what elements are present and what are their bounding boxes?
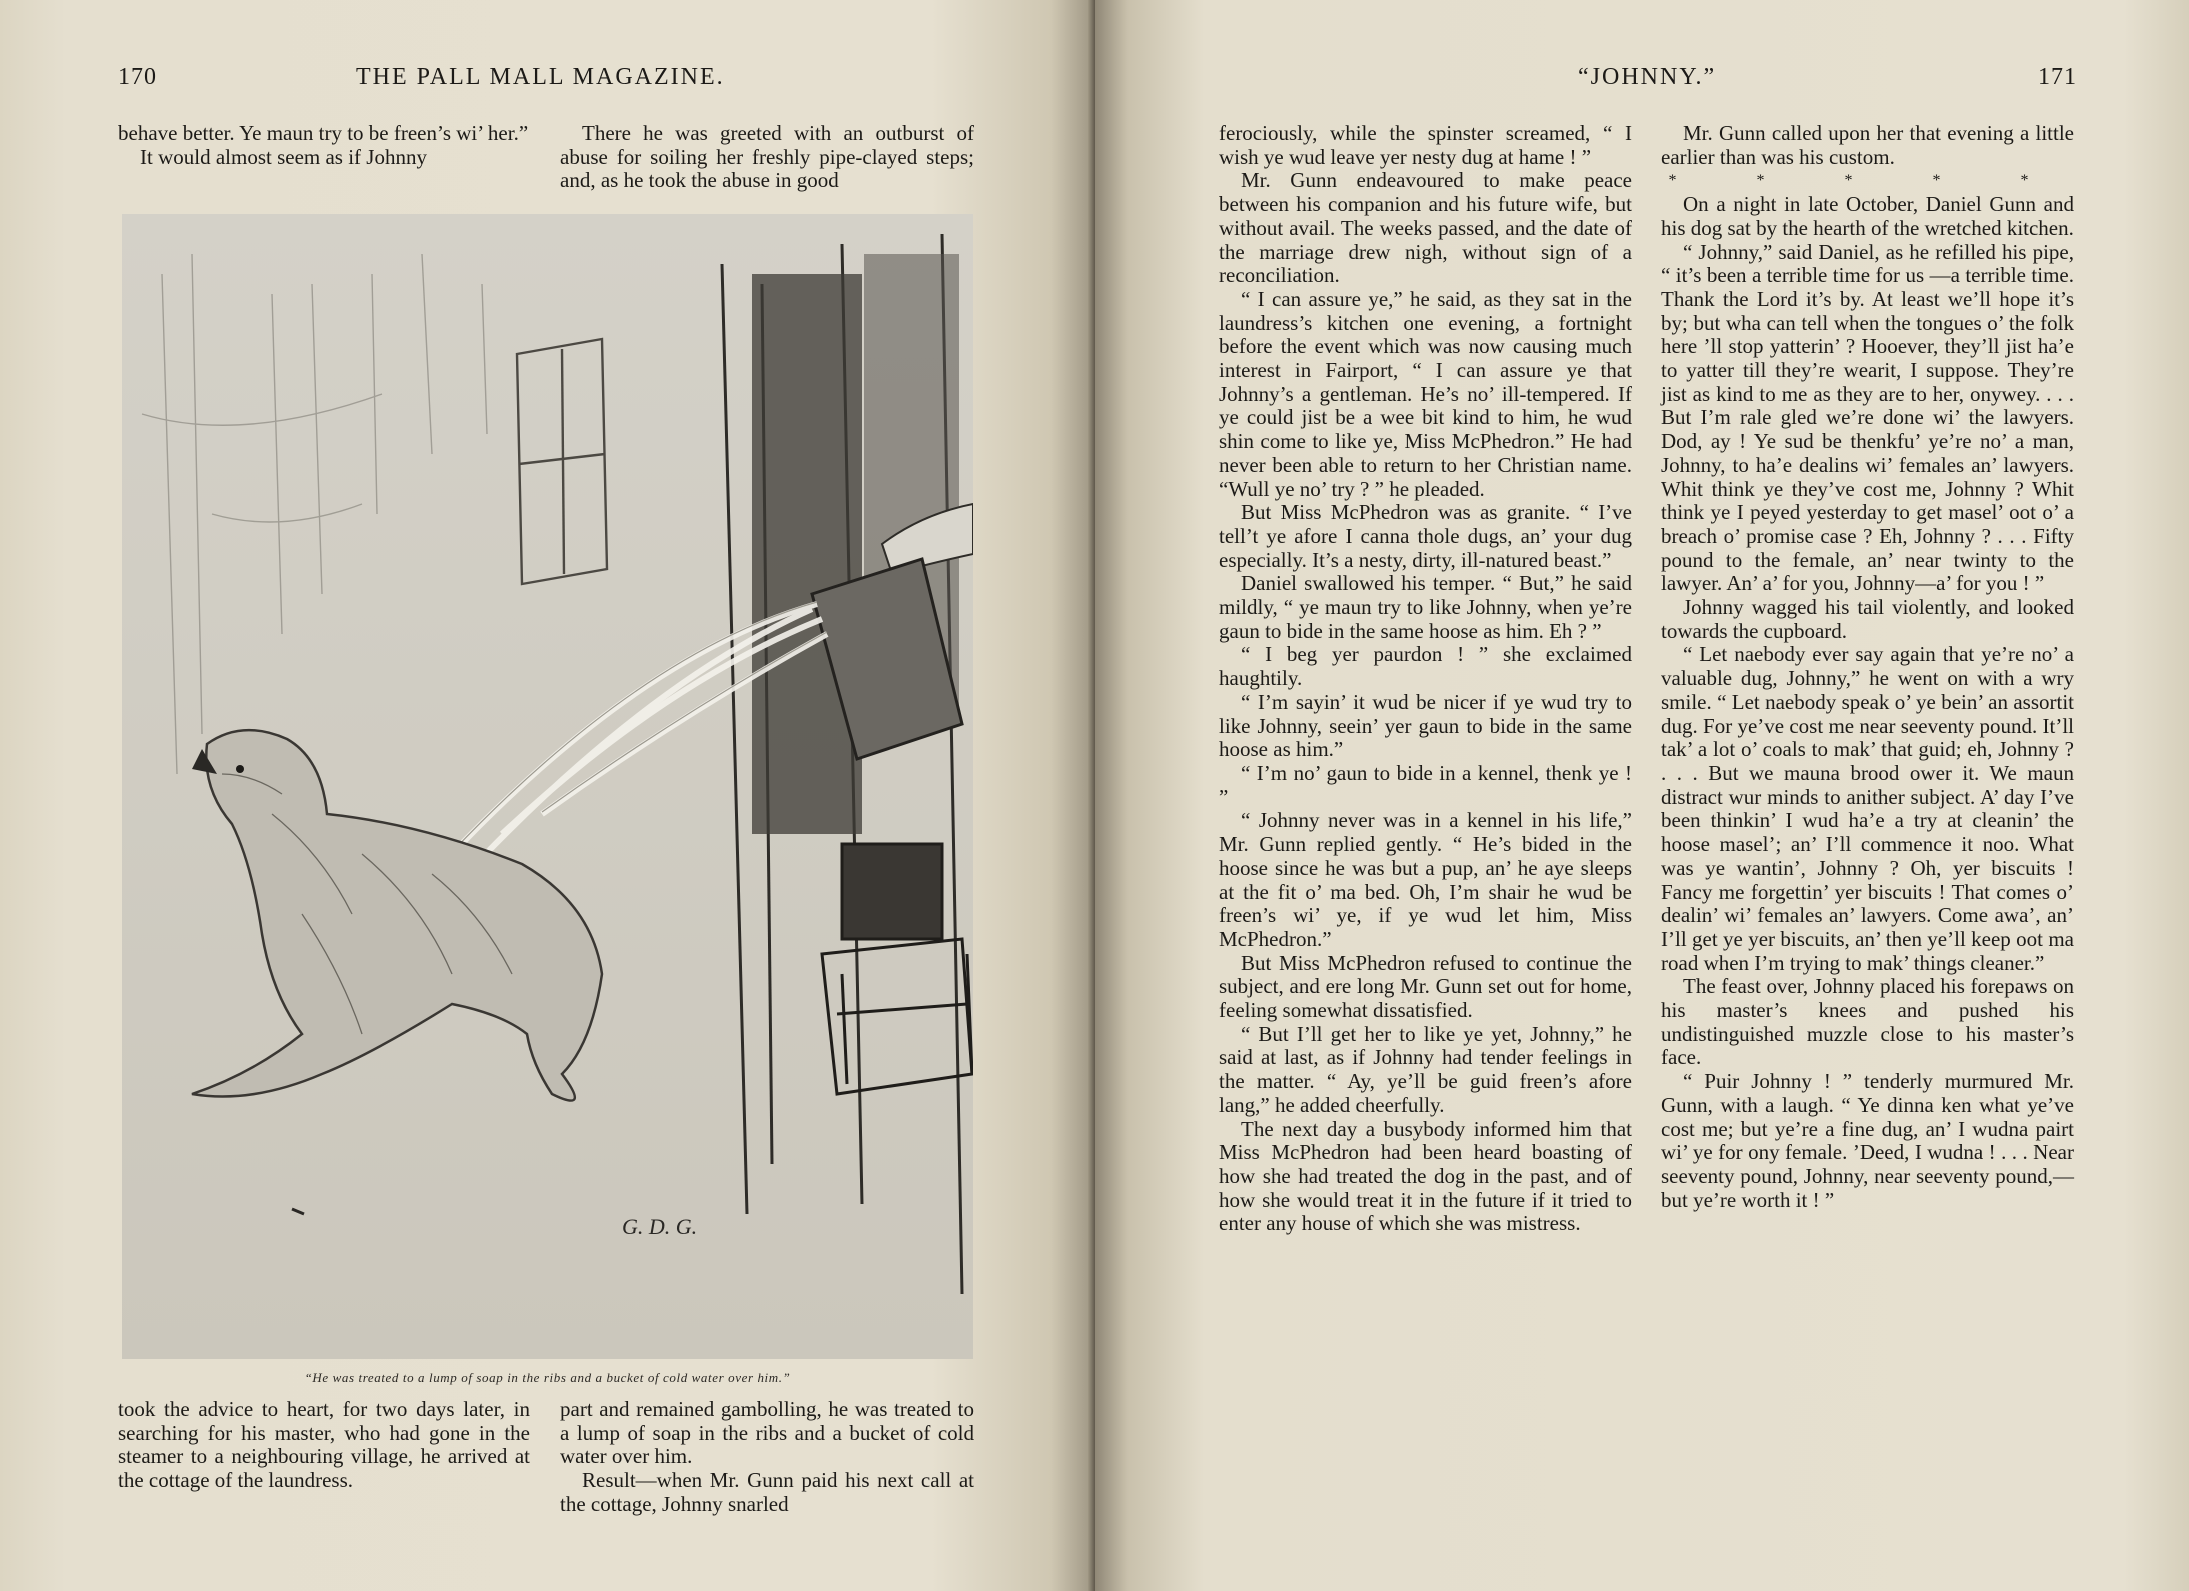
illustration-caption: “He was treated to a lump of soap in the ribs and a bucket of cold water over him.” [304, 1370, 791, 1385]
paragraph: “ Puir Johnny ! ” tenderly murmured Mr. Gunn, with a laugh. “ Ye dinna ken what ye’ve cost me; but ye’re a fine dug, an’ I wudna pairt wi’ ye for ony female. ’Deed, I wudna ! . . . Near seeventy pound, Johnny, near seeventy pound,— but ye’re worth it ! ” [1661, 1069, 2074, 1212]
paragraph: But Miss McPhedron refused to continue the subject, and ere long Mr. Gunn set out for home, feeling somewhat dissatisfied. [1219, 950, 1632, 1023]
paragraph: Result—when Mr. Gunn paid his next call at the cottage, Johnny snarled [560, 1468, 974, 1516]
paragraph: There he was greeted with an outburst of abuse for soiling her freshly pipe-clayed steps; and, as he took the abuse in good [560, 121, 974, 193]
running-head: “JOHNNY.” [1578, 64, 1717, 90]
paragraph: “ Johnny,” said Daniel, as he refilled his pipe, “ it’s been a terrible time for us —a terrible time. Thank the Lord it’s by. At least we’ll hope it’s by; but wha can tell when the tongues o’ the folk here ’ll stop yatterin’ ? Hooever, they’ll jist ha’e to yatter till they’re wearit, I suppose. They’re jist as kind to me as they are to her, onywey. . . . But I’m rale gled we’re done wi’ the lawyers. Dod, ay ! Ye sud be thenkfu’ ye’re no’ a man, Johnny, to ha’e dealins wi’ females an’ lawyers. Whit think ye they’ve cost me, Johnny ? Whit think ye I peyed yesterday to get masel’ oot o’ a breach o’ promise case ? Eh, Johnny ? . . . Fifty pound to the female, an’ near twinty to the lawyer. An’ a’ for you, Johnny—a’ for you ! ” [1661, 239, 2074, 596]
column-1-top [118, 122, 530, 169]
paragraph: But Miss McPhedron was as granite. “ I’ve tell’t ye afore I canna thole dugs, an’ your dug especially. It’s a nesty, dirty, ill-natured beast.” [1219, 500, 1632, 572]
artist-signature: G. D. G. [622, 1214, 698, 1239]
paragraph: “ Let naebody ever say again that ye’re no’ a valuable dug, Johnny,” he went on with a wry smile. “ Let naebody speak o’ ye bein’ an assortit dug. For ye’ve cost me near seeventy pound. It’ll tak’ a lot o’ coals to mak’ that guid; eh, Johnny ? . . . But we mauna brood ower it. We maun distract wur minds to anither subject. A’ day I’ve been thinkin’ I wud ha’e a try at cleanin’ the hoose masel’; an’ I’ll commence it noo. What was ye wantin’, Johnny ? Oh, yer biscuits ! Fancy me forgettin’ yer biscuits ! That comes o’ dealin’ wi’ females an’ lawyers. Come awa’, an’ I’ll get ye yer biscuits, an’ then ye’ll keep oot ma road when I’m trying to mak’ things cleaner.” [1661, 642, 2074, 975]
right-page [1095, 0, 2189, 1591]
paragraph: The feast over, Johnny placed his forepaws on his master’s knees and pushed his undistinguished muzzle close to his master’s face. [1661, 974, 2074, 1070]
paragraph: “ I beg yer paurdon ! ” she exclaimed haughtily. [1219, 642, 1632, 691]
paragraph: took the advice to heart, for two days later, in searching for his master, who had gone in the steamer to a neighbouring village, he arrived at the cottage of the laundress. [118, 1397, 530, 1493]
paragraph: The next day a busybody informed him that Miss McPhedron had been heard boasting of how she had treated the dog in the past, and of how she would treat it in the future if it tried to enter any house of which she was mistress. [1219, 1116, 1632, 1236]
page-number: 171 [2038, 64, 2077, 90]
running-head: THE PALL MALL MAGAZINE. [356, 64, 725, 90]
paragraph: “ I’m sayin’ it wud be nicer if ye wud try to like Johnny, seein’ yer gaun to bide in the same hoose as him.” [1219, 689, 1632, 762]
paragraph: On a night in late October, Daniel Gunn and his dog sat by the hearth of the wretched kitchen. [1661, 192, 2074, 240]
page-number: 170 [118, 64, 157, 90]
section-break: * * * * * [1668, 172, 2067, 190]
paragraph: behave better. Ye maun try to be freen’s wi’ her.” [118, 121, 529, 145]
column-2-bottom [560, 1398, 974, 1517]
column-1-bottom [118, 1398, 530, 1493]
paragraph: “ I can assure ye,” he said, as they sat in the laundress’s kitchen one evening, a fortnight before the event which was now causing much interest in Fairport, “ I can assure ye that Johnny’s a gentleman. He’s no’ ill-tempered. If ye could jist be a wee bit kind to him, he wud shin come to like ye, Miss McPhedron.” He had never been able to return to her Christian name. “Wull ye no’ try ? ” he pleaded. [1219, 286, 1632, 501]
paragraph: Mr. Gunn endeavoured to make peace between his companion and his future wife, but without avail. The weeks passed, and the date of the marriage drew nigh, without sign of a reconciliation. [1219, 168, 1632, 288]
paragraph: “ Johnny never was in a kennel in his life,” Mr. Gunn replied gently. “ He’s bided in the hoose since he was but a pup, an’ he aye sleeps at the fit o’ ma bed. Oh, I’m shair he wud be freen’s wi’ ye, if ye wud let him, Miss McPhedron.” [1219, 808, 1632, 951]
paragraph: Daniel swallowed his temper. “ But,” he said mildly, “ ye maun try to like Johnny, when ye’re gaun to bide in the same hoose as him. Eh ? ” [1219, 571, 1632, 643]
column-2-top [560, 122, 974, 193]
column-2 [1661, 122, 2074, 1212]
paragraph: ferociously, while the spinster screamed, “ I wish ye wud leave yer nesty dug at hame ! ” [1219, 121, 1632, 169]
illustration [122, 214, 973, 1359]
paragraph: “ I’m no’ gaun to bide in a kennel, thenk ye ! ” [1219, 760, 1632, 809]
column-1 [1219, 122, 1632, 1236]
paragraph: part and remained gambolling, he was treated to a lump of soap in the ribs and a bucket of cold water over him. [560, 1397, 974, 1469]
paragraph: “ But I’ll get her to like ye yet, Johnny,” he said at last, as if Johnny had tender feelings in the matter. “ Ay, ye’ll be guid freen’s afore lang,” he added cheerfully. [1219, 1021, 1632, 1117]
paragraph: Mr. Gunn called upon her that evening a little earlier than was his custom. [1661, 121, 2074, 169]
paragraph: It would almost seem as if Johnny [140, 144, 427, 169]
paragraph: Johnny wagged his tail violently, and looked towards the cupboard. [1661, 595, 2074, 643]
dog-drenched-drawing [122, 214, 973, 1359]
